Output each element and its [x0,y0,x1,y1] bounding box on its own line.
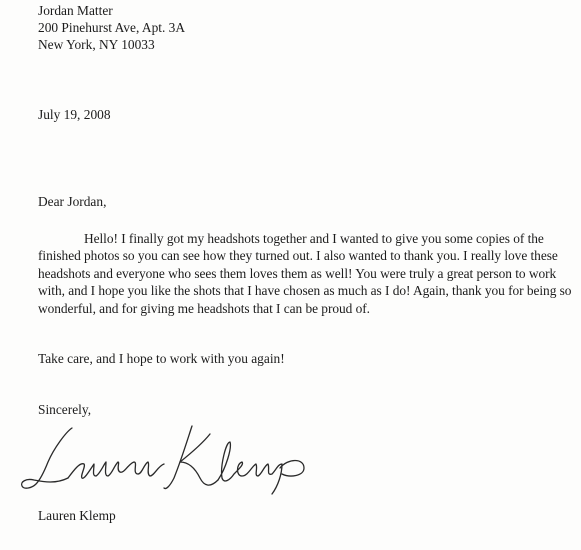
sender-street: 200 Pinehurst Ave, Apt. 3A [38,20,186,35]
body-paragraph: Hello! I finally got my headshots together and I wanted to give you some copies of the finished photos so you can see how they turned out. I also wanted to thank you. I really love these headshots and everyone who sees them loves them as well! You were truly a great person to work with, and I hope you like the shots that I have chosen as much as I do! Again, thank you for being so wonderful, and for giving me headshots that I can be proud of. [38,231,572,316]
closing-line: Take care, and I hope to work with you again! [38,351,285,366]
valediction: Sincerely, [38,402,92,417]
handwritten-signature [14,418,314,496]
sender-name: Jordan Matter [38,3,113,18]
letter-date: July 19, 2008 [38,107,111,122]
salutation: Dear Jordan, [38,194,107,209]
sender-city-state-zip: New York, NY 10033 [38,37,155,52]
printed-name: Lauren Klemp [38,508,116,523]
sender-address [38,2,185,53]
